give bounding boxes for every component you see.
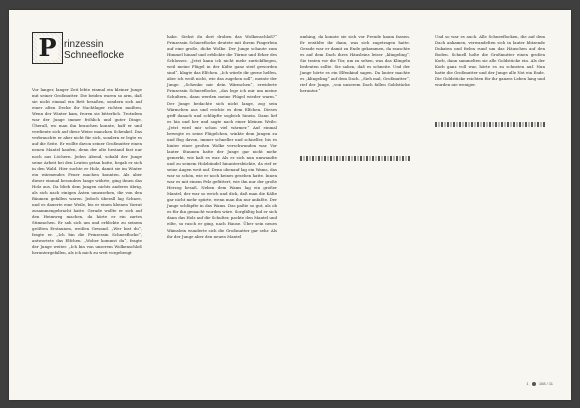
story-title-line-2: Schneeflocke [64, 50, 125, 61]
title-block [32, 32, 142, 87]
story-title [64, 39, 124, 61]
ornament-divider-right [435, 122, 545, 127]
footer-page-code: 108 / 11 [538, 381, 553, 386]
text-column-2 [167, 34, 277, 240]
book-page [9, 10, 571, 400]
paragraph-3: umhing, da konnte sie sich vor Freude kaum fassen. Er erzählte ihr dann, was sich zugetragen hatte. Gerade war er damit zu Ende gekommen, da rauschte es auf dem Dach ihres Häusleins leiser „klingeling“. Sie traten vor die Tür, um zu sehen, was das Klingeln bedeuten sollte. Sie sahen, daß es schneite. Und der Junge hörte es ein Elfenkind sagen. Da lauter machte es „klingeling“ auf dem Dach. „Sieh mal, Großmutter“, rief der Junge, „von unserem Dach fallen Goldstücke herunter.“ [300, 34, 410, 94]
footer-page-ref: 1 [526, 381, 529, 386]
text-column-3 [300, 34, 410, 94]
paragraph-2: habe. Siehst du dort droben das Wolkenschloß?“ Prinzessin Schneeflocke deutete mit ihrem Fingerlein auf eine große, dicke Wolke. Der Junge schaute zum Himmel hinauf und erblickte die Türme und Erker des Schlosses. „Jetzt kann ich nicht mehr zurückfliegen, weil meine Flügel in der Kälte ganz steif geworden sind“, klagte das Elfchen. „Ich würde dir gerne helfen, aber ich weiß nicht, wie das zugehen soll“, meinte der Junge. „Schenke mir dein Wärmchen“, erwiderte Prinzessin Schneeflocke, „das lege ich mir um meine Schultern, dann werden meine Flügel wieder warm.“ Der Junge bedachte sich nicht lange, zog sein Wärmchen aus und reichte es dem Elfchen. Dieses griff danach und schlüpfte sogleich hinein. Dann lief es hin und her und sagte nach einer kleinen Weile: „Jetzt wird mir schon viel wärmer.“ Auf einmal bewegte es seine Flügelchen, winkte dem Jungen zu und flog davon, immer schneller und schneller, bis es hinter einer großen Wolke verschwunden war. Vor lauter Staunen hatte der Junge gar nicht mehr gemerkt, wie kalt es war. Als er sich nun umwandte und zu seinem Holzbündel hinuntersbückte, da rief er seine Augen weit auf. Denn obenauf lag ein Wams, das war so schön, wie er noch keines gesehen hatte. Innen war es mit einem Pelz gefüttert, wie ihn nur der große Herzog besaß. Neben dem Wams lag ein großer Mantel, der war so weich und dick, daß man die Kälte gar nicht mehr spürte, wenn man ihn nur anfaßte. Der Junge schlüpfte in das Wams. Das paßte so gut, als ob es für ihn gemacht worden wäre. Sorgfältig lud er sich dann das Holz auf die Schulter, packte den Mantel und eilte, so rasch er ging, nach Hause. Über sein neues Wämslein wunderte sich die Großmutter gar sehr. Als ihr der Junge aber den neuen Mantel [167, 34, 277, 239]
page-footer [526, 381, 553, 386]
paragraph-1: Vor langer, langer Zeit lebte einmal ein kleiner Junge mit seiner Großmutter. Die beiden waren so arm, daß sie nicht einmal ein Bett besaßen, sondern sich auf einer alten Decke ihr Nachtlager richten mußten. Wenn der Winter kam, froren sie bitterlich. Trotzdem war der Junge immer fröhlich und guter Dinge. Überall, wo man ihn brauchen konnte, half er und verdiente sich auf diese Weise manchen Schenkel. Das verbrauchte er aber nicht für sich, sondern er legte es auf die Seite. Er wollte davon seiner Großmutter einen neuen Mantel kaufen, denn der alte bestand fast nur noch aus Löchern. Jeden Abend, sobald der Junge seine Arbeit bei den Leuten getan hatte, begab er sich in den Wald. Hier suchte er Holz, damit sie im Winter ein wärmendes Feuer machen konnten. Als aber dieser einmal besonders lange währte, ging ihnen das Holz aus. Da blieb dem Jungen nichts anderes übrig, als sich nach einigen Ästen umzusehen, die von den Bäumen gefallen waren. Jedoch überall lag Schnee, und es dauerte eine Weile, bis er einen kleinen Vorrat zusammengebracht hatte. Gerade wollte er sich auf den Heimweg machen, da hörte er ein zartes Stimmchen. Er sah sich um und erblickte zu seinem größten Erstaunen, weißen Gewand. „Wer bist du“, fragte er. „Ich bin die Prinzessin Schneeflocke“, antwortete das Elfchen. „Woher kommst du“, fragte der Junge weiter. „Ich bin von unserem Wolkenschloß heruntergefallen, als ich mich zu weit vorgebeugt [32, 87, 142, 256]
footer-bullet-icon [532, 382, 536, 386]
text-column-1 [32, 32, 142, 256]
paragraph-4: Und so war es auch. Alle Schneeflocken, die auf dem Dach ankamen, verwandelten sich in lauter blitzende Dukaten und fielen rund um das Häuschen auf den Boden. Schnell holte die Großmutter einen großen Korb, dann sammelten sie alle Goldstücke ein. Als der Korb ganz voll war, hörte es zu schneien auf. Nun hatte die Großmutter und der Junge alle Not ein Ende. Die Goldstücke reichten für ihr ganzes Leben lang und wurden nie weniger. [435, 34, 545, 88]
text-column-4 [435, 34, 545, 88]
drop-cap-letter: P [38, 33, 57, 62]
drop-cap-box [32, 32, 63, 64]
story-title-line-1: rinzessin [64, 39, 104, 50]
ornament-divider-left [300, 156, 410, 161]
